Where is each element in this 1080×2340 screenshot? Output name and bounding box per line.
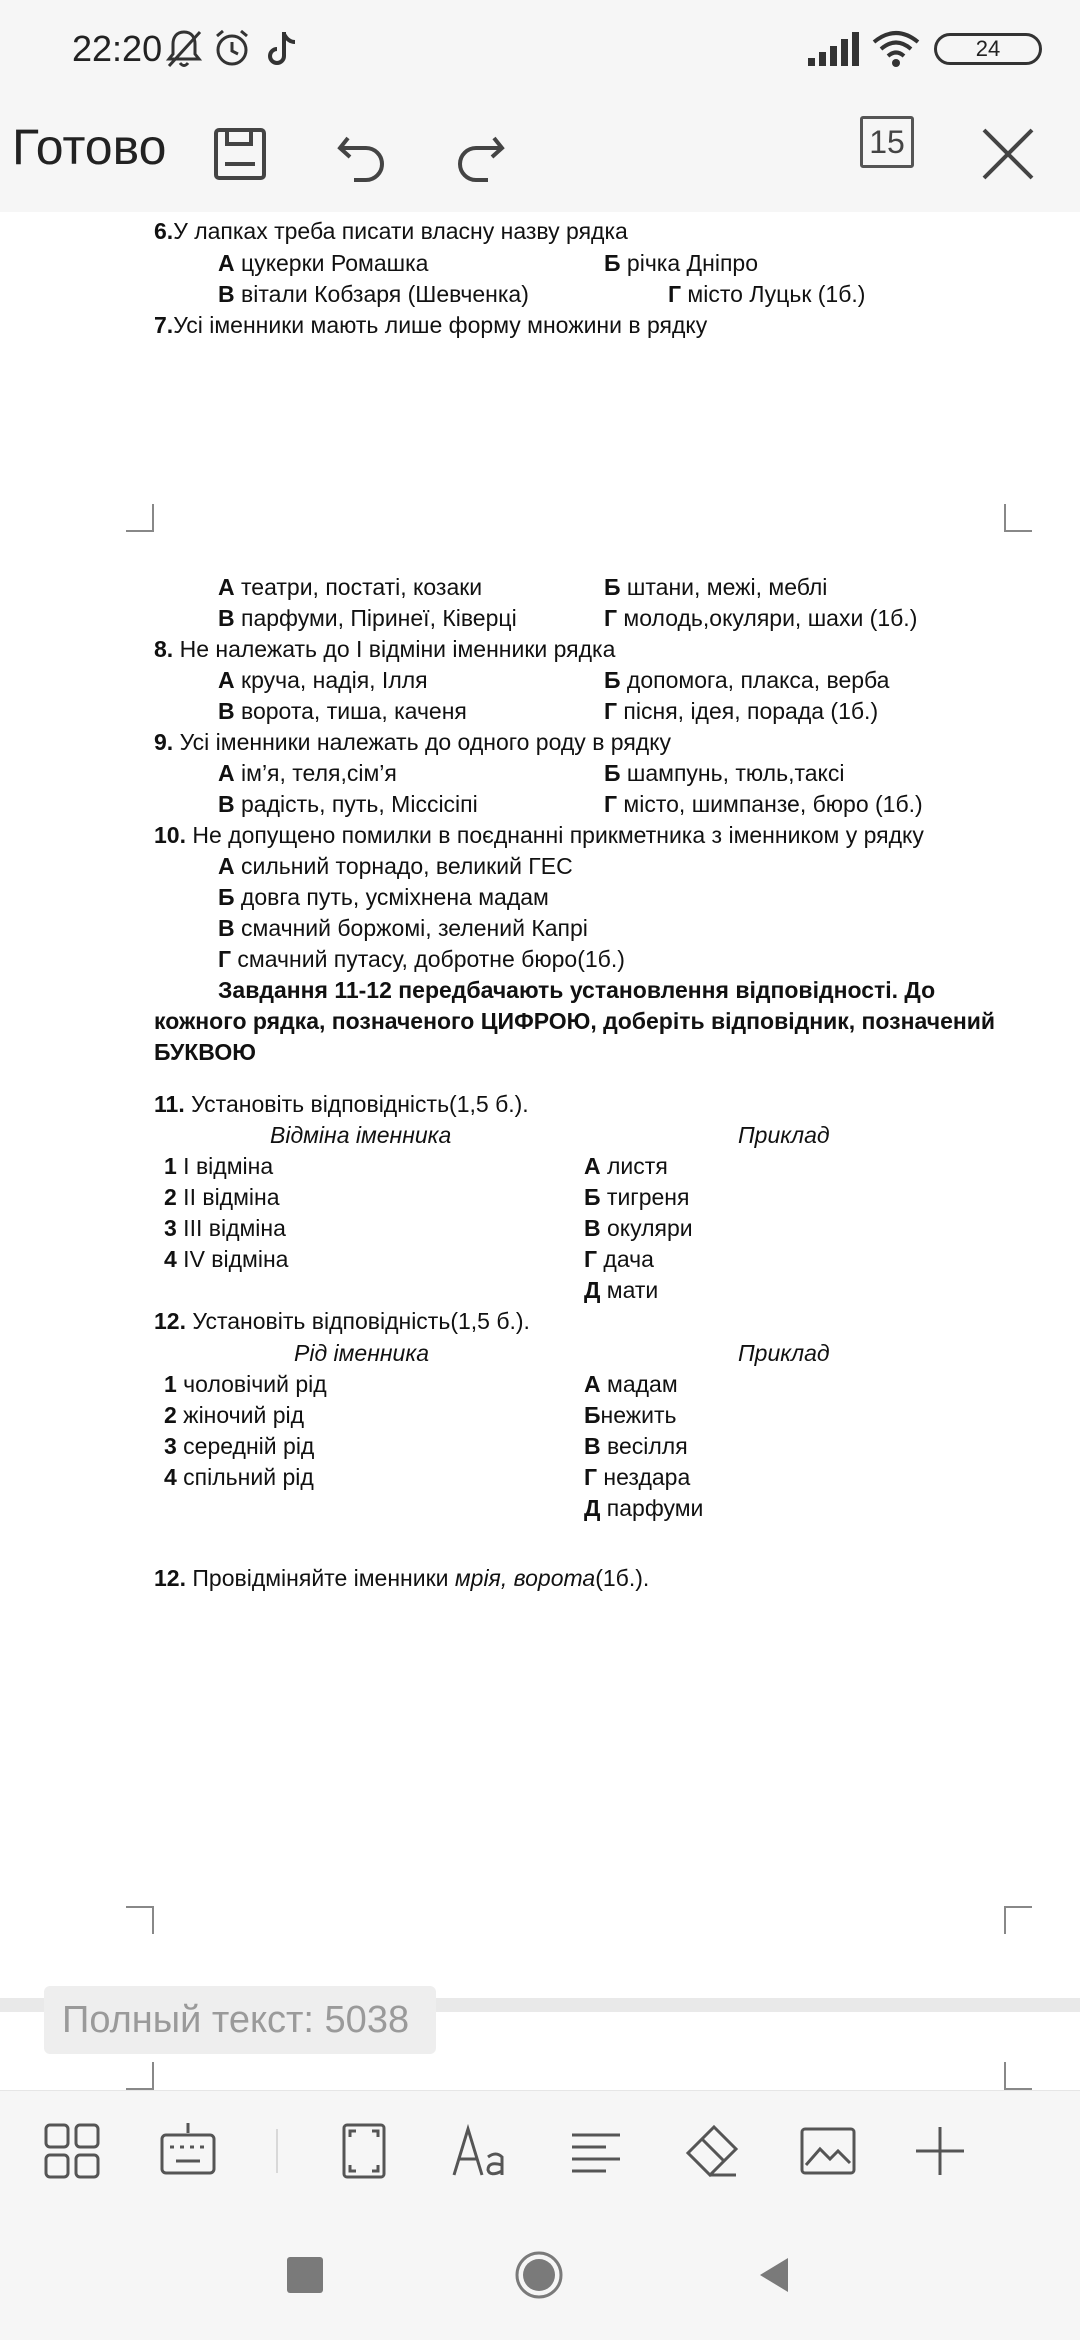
bell-muted-icon xyxy=(164,26,204,70)
answer-option: Г смачний путасу, добротне бюро(1б.) xyxy=(218,946,625,972)
match-item: 4 спільний рід xyxy=(164,1464,314,1490)
match-option: Д парфуми xyxy=(584,1495,704,1521)
document-view[interactable] xyxy=(0,212,1080,2090)
match-item: 3 середній рід xyxy=(164,1433,315,1459)
question-line: 6.У лапках треба писати власну назву рядка xyxy=(154,218,628,244)
answer-option: Г молодь,окуляри, шахи (1б.) xyxy=(604,605,918,631)
answer-option: Г місто, шимпанзе, бюро (1б.) xyxy=(604,791,923,817)
match-option: В весілля xyxy=(584,1433,688,1459)
margin-corner-mark xyxy=(126,1906,154,1934)
match-option: А мадам xyxy=(584,1371,678,1397)
answer-option: Б довга путь, усміхнена мадам xyxy=(218,884,549,910)
close-icon[interactable] xyxy=(968,114,1048,194)
answer-option: А ім’я, теля,сім’я xyxy=(218,760,397,786)
margin-corner-mark xyxy=(1004,1906,1032,1934)
font-icon[interactable] xyxy=(448,2119,512,2183)
answer-option: А сильний торнадо, великий ГЕС xyxy=(218,853,573,879)
document-page xyxy=(0,472,1080,1998)
column-header: Відміна іменника xyxy=(270,1122,452,1148)
fullscreen-icon[interactable] xyxy=(332,2119,396,2183)
tiktok-icon xyxy=(262,26,302,70)
back-icon[interactable] xyxy=(750,2250,800,2300)
column-header: Приклад xyxy=(738,1122,830,1148)
status-bar xyxy=(0,0,1080,100)
recents-icon[interactable] xyxy=(280,2250,330,2300)
match-option: В окуляри xyxy=(584,1215,693,1241)
column-header: Рід іменника xyxy=(294,1340,429,1366)
answer-option: А цукерки Ромашка xyxy=(218,250,429,276)
match-item: 4 ІV відміна xyxy=(164,1246,289,1272)
keyboard-icon[interactable] xyxy=(156,2119,220,2183)
question-line: 10. Не допущено помилки в поєднанні прикметника з іменником у рядку xyxy=(154,822,924,848)
edit-bar xyxy=(0,2090,1080,2210)
answer-option: В радість, путь, Міссісіпі xyxy=(218,791,478,817)
answer-option: В вітали Кобзаря (Шевченка) xyxy=(218,281,529,307)
answer-option: Б річка Дніпро xyxy=(604,250,758,276)
question-line: 9. Усі іменники належать до одного роду в рядку xyxy=(154,729,672,755)
match-option: Бнежить xyxy=(584,1402,677,1428)
answer-option: В смачний боржомі, зелений Капрі xyxy=(218,915,588,941)
toolbar-divider xyxy=(276,2129,278,2173)
answer-option: Б штани, межі, меблі xyxy=(604,574,828,600)
image-icon[interactable] xyxy=(796,2119,860,2183)
editor-toolbar xyxy=(0,100,1080,212)
page-number-indicator[interactable]: 15 xyxy=(860,116,914,168)
text-length-counter: Полный текст: 5038 xyxy=(44,1986,436,2054)
signal-icon xyxy=(806,26,862,70)
alarm-icon xyxy=(212,26,252,70)
instruction-text: БУКВОЮ xyxy=(154,1039,256,1065)
answer-option: Б допомога, плакса, верба xyxy=(604,667,890,693)
match-option: Г нездара xyxy=(584,1464,691,1490)
margin-corner-mark xyxy=(1004,504,1032,532)
margin-corner-mark xyxy=(126,504,154,532)
home-icon[interactable] xyxy=(514,2250,564,2300)
question-line: 8. Не належать до І відміни іменники рядка xyxy=(154,636,616,662)
answer-option: Г пісня, ідея, порада (1б.) xyxy=(604,698,879,724)
layout-icon[interactable] xyxy=(40,2119,104,2183)
match-item: 1 І відміна xyxy=(164,1153,274,1179)
answer-option: А круча, надія, Ілля xyxy=(218,667,428,693)
match-option: Б тигреня xyxy=(584,1184,690,1210)
align-icon[interactable] xyxy=(564,2119,628,2183)
instruction-text: Завдання 11-12 передбачають установлення відповідності. До xyxy=(218,977,936,1003)
margin-corner-mark xyxy=(1004,2062,1032,2090)
answer-option: Г місто Луцьк (1б.) xyxy=(668,281,866,307)
answer-option: В ворота, тиша, каченя xyxy=(218,698,467,724)
add-icon[interactable] xyxy=(908,2119,972,2183)
match-option: А листя xyxy=(584,1153,668,1179)
done-button[interactable]: Готово xyxy=(12,119,167,175)
question-line: 11. Установіть відповідність(1,5 б.). xyxy=(154,1091,529,1117)
question-line: 12. Провідміняйте іменники мрія, ворота(1б.). xyxy=(154,1565,650,1591)
redo-icon[interactable] xyxy=(440,114,520,194)
match-item: 2 жіночий рід xyxy=(164,1402,305,1428)
system-nav-bar xyxy=(0,2210,1080,2340)
match-item: 1 чоловічий рід xyxy=(164,1371,327,1397)
match-option: Г дача xyxy=(584,1246,654,1272)
question-line: 12. Установіть відповідність(1,5 б.). xyxy=(154,1308,530,1334)
battery-indicator: 24 xyxy=(934,33,1042,65)
instruction-text: кожного рядка, позначеного ЦИФРОЮ, доберіть відповідник, позначений xyxy=(154,1008,996,1034)
answer-option: А театри, постаті, козаки xyxy=(218,574,483,600)
match-item: 3 ІІІ відміна xyxy=(164,1215,286,1241)
answer-option: Б шампунь, тюль,таксі xyxy=(604,760,845,786)
save-icon[interactable] xyxy=(200,114,280,194)
margin-corner-mark xyxy=(126,2062,154,2090)
match-item: 2 ІІ відміна xyxy=(164,1184,280,1210)
undo-icon[interactable] xyxy=(322,114,402,194)
wifi-icon xyxy=(870,26,922,70)
match-option: Д мати xyxy=(584,1277,659,1303)
clock: 22:20 xyxy=(72,28,163,69)
eraser-icon[interactable] xyxy=(680,2119,744,2183)
column-header: Приклад xyxy=(738,1340,830,1366)
answer-option: В парфуми, Піринеї, Ківерці xyxy=(218,605,517,631)
question-line: 7.Усі іменники мають лише форму множини в рядку xyxy=(154,312,708,338)
